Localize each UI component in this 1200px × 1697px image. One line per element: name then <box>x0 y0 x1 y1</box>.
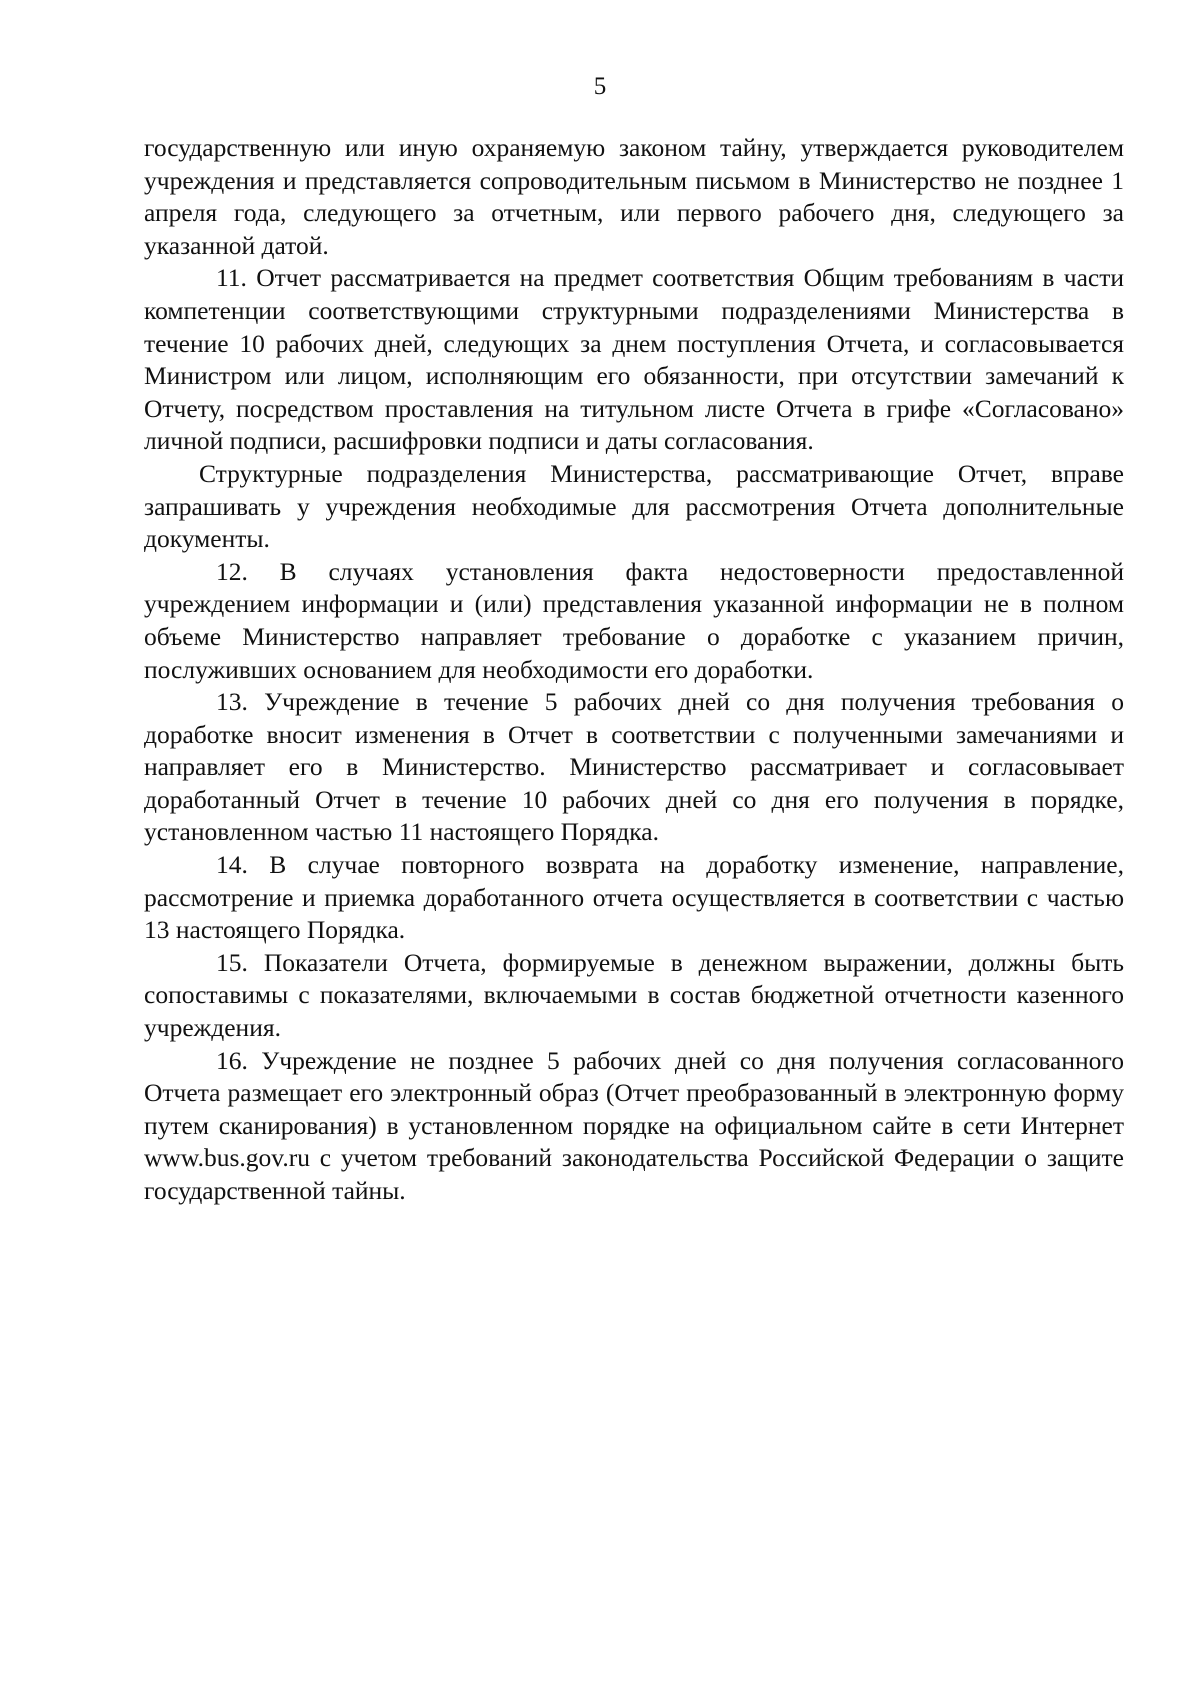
document-body <box>144 132 1124 1208</box>
paragraph-13: 13. Учреждение в течение 5 рабочих дней со дня получения требования о доработке вносит изменения в Отчет в соответствии с полученными замечаниями и направляет его в Министерство. Министерство рассматривает и согласовывает доработанный Отчет в течение 10 рабочих дней со дня его получения в порядке, установленном частью 11 настоящего Порядка. <box>144 687 1124 847</box>
paragraph-11: 11. Отчет рассматривается на предмет соответствия Общим требованиям в части компетенции соответствующими структурными подразделениями Министерства в течение 10 рабочих дней, следующих за днем поступления Отчета, и согласовывается Министром или лицом, исполняющим его обязанности, при отсутствии замечаний к Отчету, посредством проставления на титульном листе Отчета в грифе «Согласовано» личной подписи, расшифровки подписи и даты согласования. <box>144 263 1124 456</box>
paragraph-12: 12. В случаях установления факта недостоверности предоставленной учреждением информации и (или) представления указанной информации не в полном объеме Министерство направляет требование о доработке с указанием причин, послуживших основанием для необходимости его доработки. <box>144 556 1124 684</box>
paragraph-11-structural-units: Структурные подразделения Министерства, рассматривающие Отчет, вправе запрашивать у учреждения необходимые для рассмотрения Отчета дополнительные документы. <box>144 458 1124 554</box>
paragraph-15: 15. Показатели Отчета, формируемые в денежном выражении, должны быть сопоставимы с показателями, включаемыми в состав бюджетной отчетности казенного учреждения. <box>144 947 1124 1043</box>
page-number: 5 <box>593 73 607 100</box>
paragraph-14: 14. В случае повторного возврата на доработку изменение, направление, рассмотрение и приемка доработанного отчета осуществляется в соответствии с частью 13 настоящего Порядка. <box>144 850 1124 945</box>
paragraph-continuation: государственную или иную охраняемую законом тайну, утверждается руководителем учреждения и представляется сопроводительным письмом в Министерство не позднее 1 апреля года, следующего за отчетным, или первого рабочего дня, следующего за указанной датой. <box>144 133 1124 260</box>
paragraph-16: 16. Учреждение не позднее 5 рабочих дней со дня получения согласованного Отчета размещает его электронный образ (Отчет преобразованный в электронную форму путем сканирования) в установленном порядке на официальном сайте в сети Интернет www.bus.gov.ru с учетом требований законодательства Российской Федерации о защите государственной тайны. <box>144 1045 1124 1205</box>
